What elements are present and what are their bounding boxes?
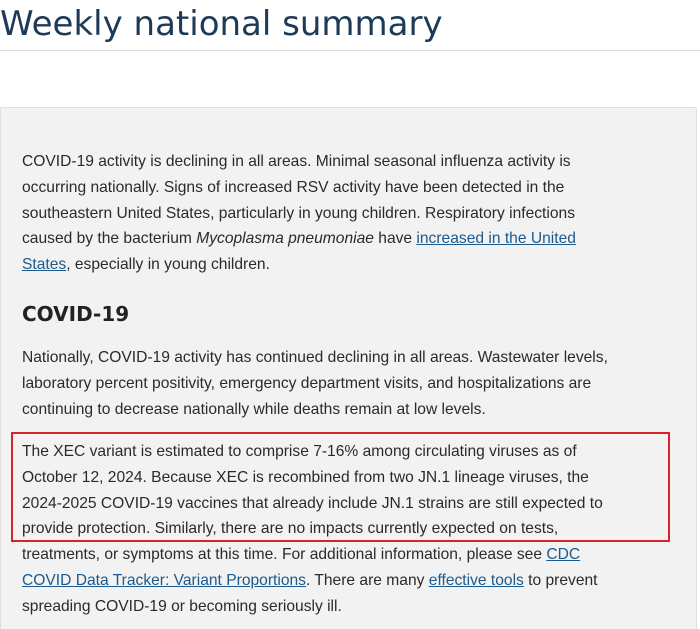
xec-line: 2024-2025 COVID-19 vaccines that already include JN.1 strains are still expected to bbox=[22, 494, 603, 512]
xec-line: spreading COVID-19 or becoming seriously ill. bbox=[22, 597, 342, 615]
xec-line bbox=[22, 542, 682, 568]
title-divider bbox=[0, 50, 700, 51]
national-line: continuing to decrease nationally while deaths remain at low levels. bbox=[22, 400, 486, 418]
intro-line bbox=[22, 252, 682, 278]
intro-line: COVID-19 activity is declining in all areas. Minimal seasonal influenza activity is bbox=[22, 153, 571, 170]
cdc-variant-tracker-link[interactable]: CDC bbox=[546, 546, 581, 564]
national-line: Nationally, COVID-19 activity has continued declining in all areas. Wastewater levels, bbox=[22, 349, 608, 366]
xec-line: October 12, 2024. Because XEC is recombined from two JN.1 lineage viruses, the bbox=[22, 468, 589, 486]
covid-section-heading: COVID-19 bbox=[22, 302, 130, 326]
cdc-variant-tracker-link-cont[interactable]: COVID Data Tracker: Variant Proportions bbox=[22, 571, 306, 589]
xec-line bbox=[22, 568, 682, 594]
xec-variant-paragraph bbox=[22, 439, 682, 620]
intro-line: southeastern United States, particularly in young children. Respiratory infections bbox=[22, 204, 575, 222]
xec-text: to prevent bbox=[523, 571, 598, 589]
intro-text: caused by the bacterium bbox=[22, 230, 197, 248]
intro-text: have bbox=[373, 230, 417, 248]
intro-paragraph bbox=[22, 149, 682, 278]
intro-text: , especially in young children. bbox=[66, 256, 270, 274]
effective-tools-link[interactable]: effective tools bbox=[428, 571, 524, 589]
intro-line bbox=[22, 226, 682, 252]
page-title: Weekly national summary bbox=[0, 4, 443, 44]
national-paragraph bbox=[22, 345, 682, 422]
xec-text: . There are many bbox=[305, 571, 429, 589]
national-line: laboratory percent positivity, emergency department visits, and hospitalizations are bbox=[22, 374, 592, 392]
xec-line: provide protection. Similarly, there are no impacts currently expected on tests, bbox=[22, 520, 559, 538]
xec-line: The XEC variant is estimated to comprise 7-16% among circulating viruses as of bbox=[22, 443, 577, 460]
pathogen-name: Mycoplasma pneumoniae bbox=[196, 230, 374, 248]
mycoplasma-increase-link[interactable]: increased in the United bbox=[416, 230, 576, 248]
xec-text: treatments, or symptoms at this time. For additional information, please see bbox=[22, 546, 547, 564]
intro-line: occurring nationally. Signs of increased RSV activity have been detected in the bbox=[22, 178, 565, 196]
mycoplasma-increase-link-cont[interactable]: States bbox=[22, 256, 67, 274]
